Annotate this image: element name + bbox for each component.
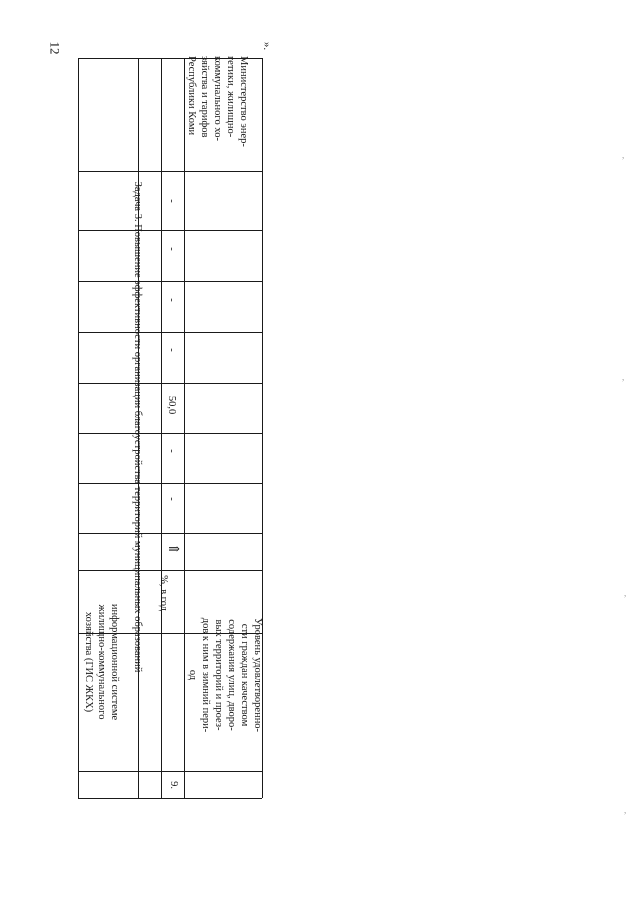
- row-9-indicator-name: Уровень удовлетворенно- сти граждан качеством содержания улиц, дворо- вых территорий и проез- дов к ним в зимний пери- од: [187, 617, 263, 733]
- table-border-bottom: [78, 798, 262, 799]
- row-divider: [78, 332, 262, 333]
- row-divider: [78, 771, 262, 772]
- row-9-value-5: -: [166, 298, 177, 302]
- row-divider: [78, 281, 262, 282]
- indicators-table: [78, 58, 262, 798]
- page-number: 12: [47, 41, 63, 55]
- row-divider: [78, 171, 262, 172]
- row-divider: [78, 433, 262, 434]
- end-quote-mark: ».: [261, 41, 274, 51]
- row-divider: [78, 230, 262, 231]
- continuation-cell-text: информационной системе жилищно-коммунального хозяйства (ГИС ЖКХ): [83, 603, 120, 721]
- column-divider: [161, 58, 162, 798]
- row-9-unit: %, в год: [158, 575, 169, 611]
- row-divider: [78, 483, 262, 484]
- scan-speck: ,: [624, 805, 627, 815]
- scan-speck: ,: [622, 372, 625, 382]
- task-3-header: Задача 3. Повышение эффективности организации благоустройства территорий муниципальных образований: [132, 181, 143, 673]
- scan-speck: ,: [622, 150, 625, 160]
- scan-speck: ,: [624, 588, 627, 598]
- row-divider: [78, 383, 262, 384]
- row-9-value-6: -: [166, 247, 177, 251]
- row-9-value-1: -: [166, 497, 177, 501]
- row-9-trend-arrow: ⇑: [165, 543, 180, 555]
- row-9-value-3: 50,0: [166, 395, 177, 415]
- row-9-responsible-agency: Министерство энер- гетики, жилищно- коммунального хо- зяйства и тарифов Республики Коми: [186, 56, 249, 147]
- row-9-value-2: -: [166, 449, 177, 453]
- row-9-value-4: -: [166, 348, 177, 352]
- row-9-value-7: -: [166, 199, 177, 203]
- row-divider: [78, 533, 262, 534]
- row-9-number: 9.: [168, 781, 179, 789]
